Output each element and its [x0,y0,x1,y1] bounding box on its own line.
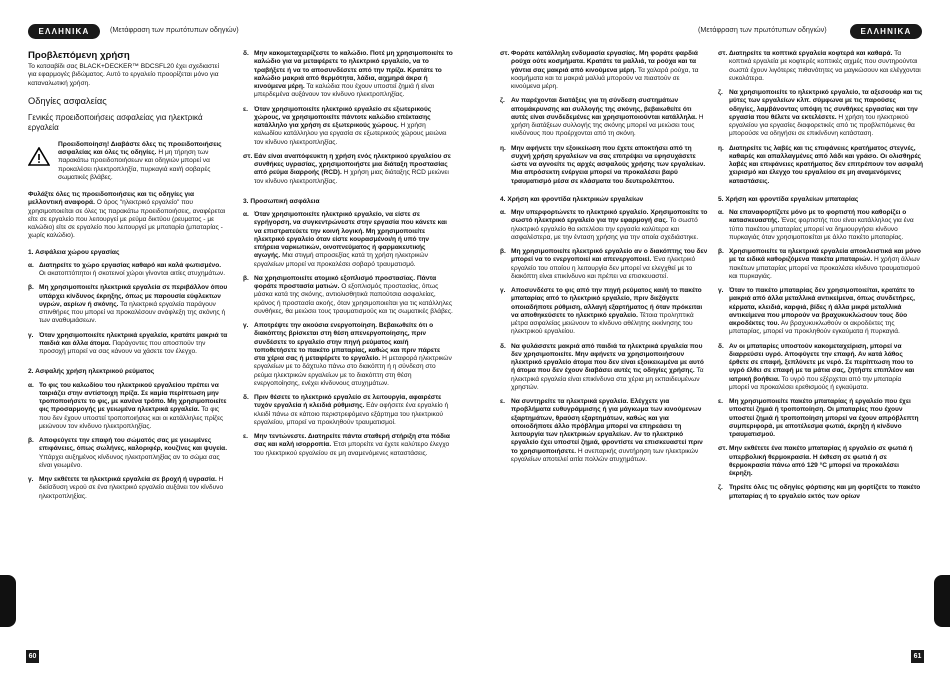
item-text: Τα φις που δεν έχουν υποστεί τροποποιήσεις και οι κατάλληλες πρίζες μειώνουν τον κίνδυνο ηλεκτροπληξίας. [39,406,224,430]
page-number: 61 [911,650,924,663]
item-marker: ε. [243,105,248,113]
item-bold-text: Μην τεντώνεστε. Διατηρείτε πάντα σταθερή στήριξη στα πόδια σας και καλή ισορροπία. [254,433,450,449]
list-item [500,50,708,91]
section-3-heading: 3. Προσωπική ασφάλεια [243,197,320,205]
list-item [500,287,708,337]
item-bold-text: Μη χρησιμοποιείτε πακέτο μπαταρίας ή εργαλείο που έχει υποστεί ζημιά ή τροποποίηση. Οι μπαταρίες που έχουν υποστεί ζημιά ή τροποποίηση μπορεί να έχουν απρόβλεπτη συμπεριφορά, με αποτέλεσμα φωτιά, έκρηξη ή κίνδυνο τραυματισμού. [729,398,919,438]
item-bold-text: Φοράτε κατάλληλη ενδυμασία εργασίας. Μη φοράτε φαρδιά ρούχα ούτε κοσμήματα. Κρατάτε τα μαλλιά, τα ρούχα και τα γάντια σας μακριά από κινούμενα μέρη. [511,50,698,74]
item-bold-text: Μη χρησιμοποιείτε ηλεκτρικά εργαλεία σε περιβάλλον όπου υπάρχει κίνδυνος έκρηξης, όπως με παρουσία εύφλεκτων υγρών, αερίων ή σκόνης. [39,284,228,308]
language-badge: ΕΛΛΗΝΙΚΑ [28,24,100,39]
item-text: Η μεταφορά ηλεκτρικών εργαλείων με το δάχτυλο πάνω στο διακόπτη ή η σύνδεση στο ρεύμα ηλεκτρικών εργαλείων με το διακόπτη στη θέση ενεργοποίησης, ενέχει κίνδυνους ατυχημάτων. [254,355,452,387]
item-text: Υπάρχει αυξημένος κίνδυνος ηλεκτροπληξίας αν το σώμα σας είναι γειωμένο. [39,453,220,469]
item-text: Εάν αφήσετε ένα εργαλείο ή κλειδί πάνω σε κάποιο περιστρεφόμενο εξάρτημα του ηλεκτρικού εργαλείου, μπορεί να προκληθούν τραυματισμοί. [254,402,449,426]
item-bold-text: Αν οι μπαταρίες υποστούν κακομεταχείριση, μπορεί να διαρρεύσει υγρό. Αποφύγετε την επαφή. Αν κατά λάθος έρθετε σε επαφή, ξεπλύνετε με νερό. Σε περίπτωση που το υγρό έλθει σε επαφή με τα μάτια σας, ζητήστε επιπλέον και ιατρική βοήθεια. [729,342,915,383]
page-edge-tab [0,575,16,627]
item-bold-text: Όταν χρησιμοποιείτε ηλεκτρικό εργαλείο, να είστε σε εγρήγορση, να συγκεντρώνεστε στην εργασία που κάνετε και να επιστρατεύετε την κοινή λογική. Μη χρησιμοποιείτε ηλεκτρικό εργαλείο όταν είστε κουρασμένοι/η ή υπό την επήρεια ναρκωτικών, οινοπνεύματος ή φαρμακευτικής αγωγής. [254,211,447,260]
safety-heading: Οδηγίες ασφαλείας [28,95,107,106]
left-column-1 [28,50,228,507]
item-text: Ένα ηλεκτρικό εργαλείο του οποίου η λειτουργία δεν μπορεί να ελεγχθεί με το διακόπτη είναι επικίνδυνο και πρέπει να επισκευαστεί. [511,256,696,280]
list-item [243,50,453,100]
item-text: Η χρήση του ηλεκτρικού εργαλείου για εργασίες διαφορετικές από τις προβλεπόμενες θα μπορούσε να οδηγήσει σε επικίνδυνη κατάσταση. [729,113,915,138]
item-bold-text: Μην υπερφορτώνετε το ηλεκτρικό εργαλείο. Χρησιμοποιείτε το σωστό ηλεκτρικό εργαλείο για την εφαρμογή σας. [511,209,708,225]
list-item [28,476,228,501]
item-bold-text: Όταν το πακέτο μπαταρίας δεν χρησιμοποιείται, κρατάτε το μακριά από άλλα μεταλλικά αντικείμενα, όπως συνδετήρες, κέρματα, κλειδιά, καρφιά, βίδες ή άλλα μικρά μεταλλικά αντικείμενα που μπορούν να βραχυκυκλώσουν τους δύο ακροδέκτες του. [729,287,916,327]
item-text: Τα καλώδια που έχουν υποστεί ζημιά ή είναι μπερδεμένα αυξάνουν τον κίνδυνο ηλεκτροπληξίας. [254,83,435,99]
item-bold-text: Να χρησιμοποιείτε ατομικό εξοπλισμό προστασίας. Πάντα φοράτε προστασία ματιών. [254,274,437,290]
list-item [500,145,708,186]
item-bold-text: Μην κακομεταχειρίζεστε το καλώδιο. Ποτέ μη χρησιμοποιείτε το καλώδιο για να μεταφέρετε το ηλεκτρικό εργαλείο, να το τραβήξετε ή να το αποσυνδέσετε από την πρίζα. Κρατάτε το καλώδιο μακριά από θερμότητα, λάδια, αιχμηρά άκρα ή κινούμενα μέρη. [254,50,453,90]
list-item [500,97,708,138]
list-item [500,248,708,281]
list-item [28,284,228,325]
left-column-2 [243,50,453,464]
list-item [243,394,453,427]
section-4-heading: 4. Χρήση και φροντίδα ηλεκτρικών εργαλείων [500,195,644,203]
list-item [28,437,228,470]
item-text: Τέτοια προληπτικά μέτρα ασφαλείας μειώνουν το κίνδυνο αθέλητης εκκίνησης του ηλεκτρικού εργαλείου. [511,311,694,336]
section-1-heading: 1. Ασφάλεια χώρου εργασίας [28,248,120,256]
item-bold-text: Αποφεύγετε την επαφή του σώματός σας με γειωμένες επιφάνειες, όπως σωλήνες, καλοριφέρ, κουζίνες και ψυγεία. [39,437,228,453]
warning-block [28,141,228,182]
item-marker: η. [500,144,506,152]
item-bold-text: Όταν χρησιμοποιείτε ηλεκτρικά εργαλεία, κρατάτε μακριά τα παιδιά και άλλα άτομα. [39,331,228,347]
item-marker: α. [718,209,724,216]
item-bold-text: Διατηρείτε το χώρο εργασίας καθαρό και καλά φωτισμένο. [39,261,222,269]
item-text: Ένας φορτιστής που είναι κατάλληλος για ένα τύπο πακέτου μπαταρίας μπορεί να δημιουργήσει κίνδυνο πυρκαγιάς όταν χρησιμοποιείται με άλλο πακέτο μπαταρίας. [729,217,914,241]
item-marker: γ. [28,331,34,339]
right-page [475,0,950,674]
intended-use-text: Το κατσαβίδι σας BLACK+DECKER™ BDCSFL20 έχει σχεδιαστεί για εφαρμογές βιδώματος. Αυτό το εργαλείο προορίζεται μόνο για καταναλωτική χρήση. [28,63,220,87]
item-marker: γ. [243,322,249,329]
item-text: Τα ηλεκτρικά εργαλεία είναι επικίνδυνα στα χέρια μη εκπαιδευμένων χρηστών. [511,367,704,391]
list-item [718,343,923,393]
item-bold-text: Να φυλάσσετε μακριά από παιδιά τα ηλεκτρικά εργαλεία που δεν χρησιμοποιείτε. Μην αφήνετε να χρησιμοποιήσουν ηλεκτρικό εργαλείο άτομα που δεν είναι εξοικειωμένα με αυτό ή άτομα που δεν έχουν διαβάσει αυτές τις οδηγίες χρήσης. [511,342,704,375]
list-item [28,262,228,279]
item-bold-text: Αποσυνδέστε το φις από την πηγή ρεύματος και/ή το πακέτο μπαταρίας από το ηλεκτρικό εργαλείο, πριν διεξάγετε οποιαδήποτε ρύθμιση, αλλαγή εξαρτήματος ή όταν πρόκειται να αποθηκεύσετε το ηλεκτρικό εργαλείο. [511,287,703,319]
item-marker: α. [28,261,34,269]
item-marker: στ. [718,50,728,57]
item-marker: γ. [500,287,506,294]
page-edge-tab [934,575,950,627]
item-text: Το υγρό που εξέρχεται από την μπαταρία μπορεί να προκαλέσει ερεθισμούς ή εγκαύματα. [729,375,902,391]
item-text: Έτσι μπορείτε να έχετε καλύτερο έλεγχο του ηλεκτρικού εργαλείου σε μη αναμενόμενες καταστάσεις. [254,441,450,457]
item-text: Η χρήση διατάξεων συλλογής της σκόνης μπορεί να μειώσει τους κινδύνους που προέρχονται από τη σκόνη. [511,113,704,138]
item-text: Παράγοντες που αποσπούν την προσοχή μπορεί να σας κάνουν να χάσετε τον έλεγχο. [39,339,206,355]
warning-text: Η μη τήρηση των παρακάτω προειδοποιήσεων και οδηγιών μπορεί να προκαλέσει ηλεκτροπληξία, πυρκαγιά και/ή σοβαρές σωματικές βλάβες. [58,149,211,181]
list-item [243,106,453,147]
item-marker: β. [500,248,506,255]
item-bold-text: Χρησιμοποιείτε τα ηλεκτρικά εργαλεία αποκλειστικά και μόνο με τα ειδικά καθοριζόμενα πακέτα μπαταριών. [729,248,921,264]
item-bold-text: Τηρείτε όλες τις οδηγίες φόρτισης και μη φορτίζετε το πακέτο μπαταρίας ή το εργαλείο εκτός των ορίων [729,484,921,500]
list-item [718,50,923,83]
item-text: Αν βραχυκυκλωθούν οι ακροδέκτες της μπαταρίας, μπορεί να προκληθούν εγκαύματα ή πυρκαγιά. [729,320,900,336]
item-marker: α. [28,381,34,389]
item-marker: στ. [500,50,510,57]
translation-note: (Μετάφραση των πρωτότυπων οδηγιών) [110,25,239,34]
list-item [718,248,923,281]
item-marker: ε. [243,433,248,440]
item-marker: ζ. [500,97,505,105]
item-marker: ε. [718,398,723,405]
item-marker: δ. [718,342,724,350]
item-marker: β. [718,248,724,255]
section-2-heading: 2. Ασφαλής χρήση ηλεκτρικού ρεύματος [28,368,155,376]
item-bold-text: Μην αφήνετε την εξοικείωση που έχετε αποκτήσει από τη συχνή χρήση εργαλείων να σας επιτρέψει να εφησυχάσετε ώστε να αγνοείτε τις αρχές ασφαλούς χρήσης των εργαλείων. Μια απρόσεκτη ενέργεια μπορεί να προκαλέσει βαρύ τραυματισμό μέσα σε κλάσματα του δευτερολέπτου. [511,144,706,185]
item-marker: β. [28,284,34,292]
item-bold-text: Αν παρέχονται διατάξεις για τη σύνδεση συστημάτων απομάκρυνσης και συλλογής της σκόνης, βεβαιωθείτε ότι αυτές είναι συνδεδεμένες και χρησιμοποιούνται κατάλληλα. [511,97,697,121]
item-marker: ε. [500,398,505,405]
list-item [243,322,453,388]
item-bold-text: Να συντηρείτε τα ηλεκτρικά εργαλεία. Ελέγχετε για προβλήματα ευθυγράμμισης ή για μάγκωμα των κινούμενων εξαρτημάτων, θραύση εξαρτημάτων, καθώς και για οποιοδήποτε άλλο πρόβλημα μπορεί να επηρεάσει τη λειτουργία των ηλεκτρικών εργαλείων. Αν το ηλεκτρικό εργαλείο έχει υποστεί ζημιά, φροντίστε να επισκευαστεί πριν το χρησιμοποιήσετε. [511,398,703,455]
general-warnings-heading: Γενικές προειδοποιήσεις ασφαλείας για ηλεκτρικά εργαλεία [28,112,203,132]
list-item [28,382,228,432]
list-item [500,398,708,464]
item-bold-text: Αποτρέψτε την ακούσια ενεργοποίηση. Βεβαιωθείτε ότι ο διακόπτης βρίσκεται στη θέση απενεργοποίησης, πριν συνδέσετε το εργαλείο στην πηγή ρεύματος και/ή τοποθετήσετε το πακέτο μπαταρίας, καθώς και πριν πάρετε στα χέρια σας ή μεταφέρετε το εργαλείο. [254,322,441,362]
list-item [718,89,923,139]
item-bold-text: Μη χρησιμοποιείτε ηλεκτρικό εργαλείο αν ο διακόπτης του δεν μπορεί να το ενεργοποιεί και απενεργοποιεί. [511,248,708,264]
item-marker: δ. [243,50,249,57]
item-bold-text: Εάν είναι αναπόφευκτη η χρήση ενός ηλεκτρικού εργαλείου σε συνθήκες υγρασίας, χρησιμοποιήστε μια διάταξη προστασίας από ρεύμα διαρροής (RCD). [254,152,451,177]
list-item [28,332,228,357]
item-bold-text: Μην εκθέτετε ένα πακέτο μπαταρίας ή εργαλείο σε φωτιά ή υπερβολική θερμοκρασία. Η έκθεση σε φωτιά ή σε θερμοκρασία πάνω από 129 °C μπορεί να προκαλέσει έκρηξη. [729,445,913,477]
list-item [500,209,708,242]
item-marker: β. [28,437,34,444]
item-marker: γ. [718,287,724,294]
item-bold-text: Να χρησιμοποιείτε το ηλεκτρικό εργαλείο, τα αξεσουάρ και τις μύτες των εργαλείων κλπ. σύμφωνα με τις παρούσες οδηγίες, λαμβάνοντας υπόψη τις συνθήκες εργασίας και την εργασία που θέλετε να εκτελέσετε. [729,89,923,121]
list-item [243,153,453,186]
list-item [718,209,923,242]
page-number: 60 [26,650,39,663]
list-item [718,287,923,337]
item-text: Ο εξοπλισμός προστασίας, όπως μάσκα κατά της σκόνης, αντιολισθητικά παπούτσια ασφαλείας, κράνος ή προστασία ακοής, όταν χρησιμοποιείται για τις κατάλληλες συνθήκες, θα μειώσει τους τραυματισμούς και τις σωματικές βλάβες. [254,283,453,315]
list-item [500,343,708,393]
intended-use-heading: Προβλεπόμενη χρήση [28,50,130,61]
warning-bold-text: Προειδοποίηση! Διαβάστε όλες τις προειδοποιήσεις ασφαλείας και όλες τις οδηγίες. [58,140,222,156]
item-bold-text: Διατηρείτε τα κοπτικά εργαλεία κοφτερά και καθαρά. [729,50,893,57]
language-badge: ΕΛΛΗΝΙΚΑ [850,24,922,39]
warning-triangle-icon [28,141,58,182]
right-column-1 [500,50,708,470]
list-item [718,398,923,439]
item-text: Η ανεπαρκής συντήρηση των ηλεκτρικών εργαλείων αποτελεί αιτία πολλών ατυχημάτων. [511,447,699,463]
list-item [243,433,453,458]
item-text: Τα κοπτικά εργαλεία με κοφτερές κοπτικές αιχμές που συντηρούνται σωστά έχουν λιγότερες πιθανότητες να μαγκώσουν και ελέγχονται ευκολότερα. [729,50,921,82]
item-marker: δ. [500,342,506,350]
item-text: Η χρήση μιας διάταξης RCD μειώνει τον κίνδυνο ηλεκτροπληξίας. [254,169,449,185]
translation-note: (Μετάφραση των πρωτότυπων οδηγιών) [698,25,827,34]
item-marker: η. [718,144,724,152]
section-5-heading: 5. Χρήση και φροντίδα εργαλείων μπαταρίας [718,195,859,203]
item-bold-text: Μην εκθέτετε τα ηλεκτρικά εργαλεία σε βροχή ή υγρασία. [39,476,217,483]
item-bold-text: Το φις του καλωδίου του ηλεκτρικού εργαλείου πρέπει να ταιριάζει στην αντίστοιχη πρίζα. Σε καμία περίπτωση μην τροποποιήσετε το φις, με κανένα τρόπο. Μη χρησιμοποιείτε φις προσαρμογής με γειωμένα ηλεκτρικά εργαλεία. [39,381,227,414]
item-bold-text: Πριν θέσετε το ηλεκτρικό εργαλείο σε λειτουργία, αφαιρέστε τυχόν εργαλεία ή κλειδιά ρύθμισης. [254,394,442,410]
list-item [243,275,453,316]
item-marker: γ. [28,476,34,483]
item-bold-text: Όταν χρησιμοποιείτε ηλεκτρικό εργαλείο σε εξωτερικούς χώρους, να χρησιμοποιείτε πάντοτε καλώδιο επέκτασης κατάλληλο για χρήση σε εξωτερικούς χώρους. [254,105,432,129]
item-marker: ζ. [718,484,723,492]
item-text: Η χρήση καλωδίου κατάλληλου για εργασία σε εξωτερικούς χώρους μειώνει τον κίνδυνο ηλεκτροπληξίας. [254,122,447,146]
item-text: Μια στιγμή απροσεξίας κατά τη χρήση ηλεκτρικών εργαλείων μπορεί να προκαλέσει σοβαρό τραυματισμό. [254,252,428,268]
item-text: Τα ηλεκτρικά εργαλεία παράγουν σπινθήρες που μπορεί να προκαλέσουν ανάφλεξη της σκόνης ή των αναθυμιάσεων. [39,300,226,325]
list-item [718,445,923,478]
keep-instructions-text: Ο όρος "ηλεκτρικό εργαλείο" που χρησιμοποιείται σε όλες τις παρακάτω προειδοποιήσεις, αναφέρεται είτε σε εργαλείο που λειτουργεί με ρεύμα δικτύου (ρευματος - με καλώδιο) είτε σε εργαλείο που λειτουργεί με μπαταρία (μπαταρίας - χωρίς καλώδιο). [28,199,226,240]
right-column-2 [718,50,923,507]
item-marker: α. [243,211,249,218]
item-marker: α. [500,209,506,216]
list-item [243,211,453,269]
item-text: Η διείσδυση νερού σε ένα ηλεκτρικό εργαλείο αυξάνει τον κίνδυνο ηλεκτροπληξίας. [39,476,224,500]
item-text: Τα χαλαρά ρούχα, τα κοσμήματα και τα μακριά μαλλιά μπορούν να πιαστούν σε κινούμενα μέρη. [511,66,699,90]
item-bold-text: Να επαναφορτίζετε μόνο με το φορτιστή που καθορίζει ο κατασκευαστής. [729,209,907,225]
list-item [718,484,923,501]
item-marker: ζ. [718,89,723,96]
item-marker: στ. [243,152,253,160]
keep-instructions-bold: Φυλάξτε όλες τις προειδοποιήσεις και τις οδηγίες για μελλοντική αναφορά. [28,191,195,207]
item-marker: δ. [243,394,249,401]
item-text: Οι ακατοπτόπητοι ή σκοτεινοί χώροι γίνονται αιτίες ατυχημάτων. [39,270,226,277]
list-item [718,145,923,186]
item-text: Η χρήση άλλων πακέτων μπαταρίας μπορεί να προκαλέσει κίνδυνο τραυματισμού και πυρκαγιάς. [729,256,920,280]
item-marker: β. [243,274,249,282]
item-marker: στ. [718,445,728,453]
item-text: Το σωστό ηλεκτρικό εργαλείο θα εκτελέσει την εργασία καλύτερα και ασφαλέστερα, με την ένταση χρήσης για την οποία σχεδιάστηκε. [511,217,699,241]
item-bold-text: Διατηρείτε τις λαβές και τις επιφάνειες κρατήματος στεγνές, καθαρές και απαλλαγμένες από λάδι και γράσο. Οι ολισθηρές λαβές και επιφάνειες κρατήματος δεν επιτρέπουν τον ασφαλή χειρισμό και έλεγχο του εργαλείου σε μη αναμενόμενες καταστάσεις. [729,144,923,185]
